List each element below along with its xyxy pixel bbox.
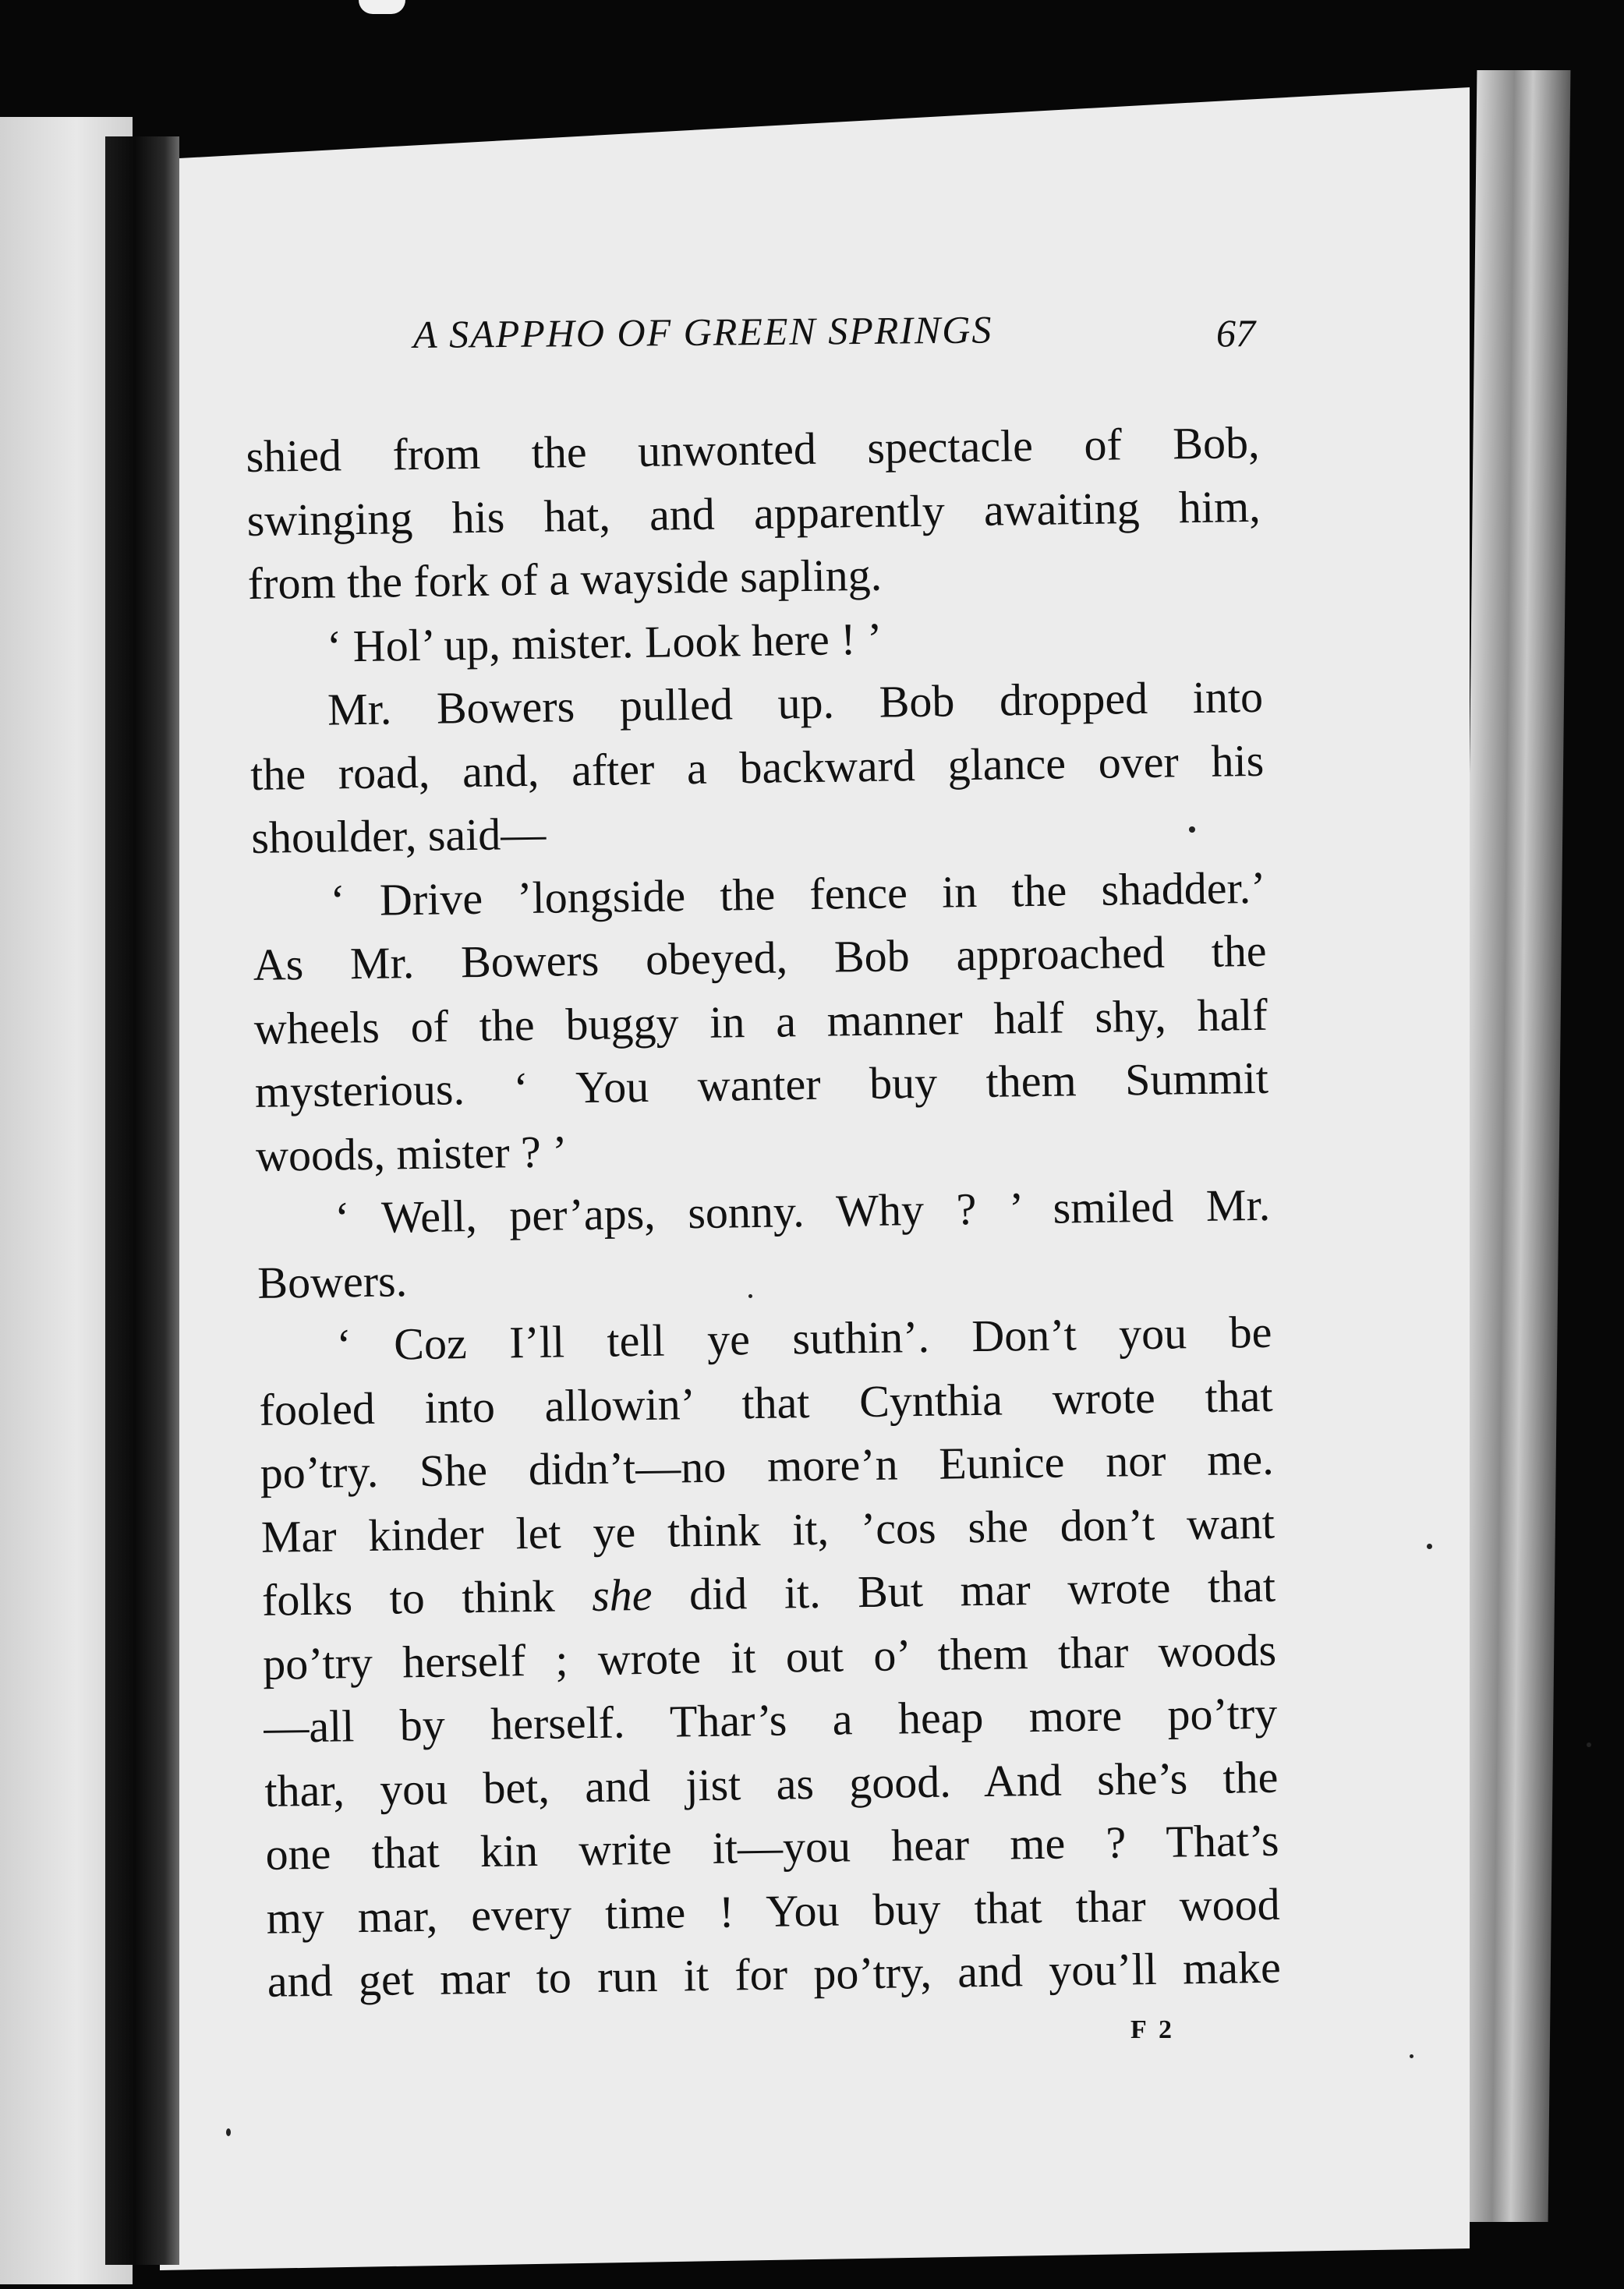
signature-mark: F 2 [1130, 2015, 1176, 2044]
text-line: thar, you bet, and jist as good. And she’s the [264, 1751, 1279, 1817]
text-line: and get mar to run it for po’try, and you’ll make [267, 1941, 1282, 2007]
body-text [246, 411, 1281, 2013]
ink-speck [748, 1294, 752, 1298]
text-line: swinging his hat, and apparently awaiting him, [246, 480, 1261, 546]
text-line: fooled into allowin’ that Cynthia wrote that [259, 1370, 1273, 1435]
page-stack-edge [1455, 70, 1571, 2222]
text-line: po’try herself ; wrote it out o’ them thar woods [262, 1624, 1277, 1689]
text-line: shied from the unwonted spectacle of Bob, [246, 416, 1260, 482]
text-line: wheels of the buggy in a manner half shy, half [253, 989, 1268, 1054]
ink-speck [1410, 2054, 1413, 2058]
text-line: mysterious. ‘ You wanter buy them Summit [254, 1052, 1269, 1117]
scan-artifact [359, 0, 405, 14]
text-line: ‘ Well, per’aps, sonny. Why ? ’ smiled Mr. [334, 1179, 1271, 1244]
text-line: Mar kinder let ye think it, ’cos she don’t want [260, 1497, 1275, 1562]
book-gutter [105, 136, 179, 2265]
text-line: woods, mister ? ’ [255, 1125, 568, 1181]
text-line: shoulder, said— [250, 808, 547, 863]
text-line: the road, and, after a backward glance over his [249, 734, 1265, 800]
text-line: one that kin write it—you hear me ? That’s [265, 1814, 1279, 1880]
running-title: A SAPPHO OF GREEN SPRINGS [412, 307, 993, 356]
ink-speck [1427, 1544, 1432, 1549]
text-line: folks to think she did it. But mar wrote that [261, 1560, 1276, 1626]
text-line: ‘ Coz I’ll tell ye suthin’. Don’t you be [336, 1306, 1272, 1371]
ink-speck [226, 2128, 231, 2136]
text-line: —all by herself. Thar’s a heap more po’try [263, 1687, 1278, 1753]
text-line: ‘ Hol’ up, mister. Look here ! ’ [326, 613, 883, 672]
text-line: my mar, every time ! You buy that thar wood [266, 1878, 1281, 1944]
ink-speck [1587, 1742, 1591, 1747]
text-line: po’try. She didn’t—no more’n Eunice nor me. [260, 1433, 1275, 1498]
text-line: Bowers. [257, 1254, 408, 1308]
ink-speck [1189, 826, 1195, 833]
page-number: 67 [1216, 311, 1255, 355]
text-line: from the fork of a wayside sapling. [247, 549, 883, 609]
text-line: As Mr. Bowers obeyed, Bob approached the [253, 925, 1267, 990]
text-line: Mr. Bowers pulled up. Bob dropped into [327, 670, 1264, 735]
text-line: ‘ Drive ’longside the fence in the shadder.’ [330, 861, 1266, 926]
emphasis-text: she [591, 1569, 653, 1621]
running-head [412, 307, 1259, 366]
